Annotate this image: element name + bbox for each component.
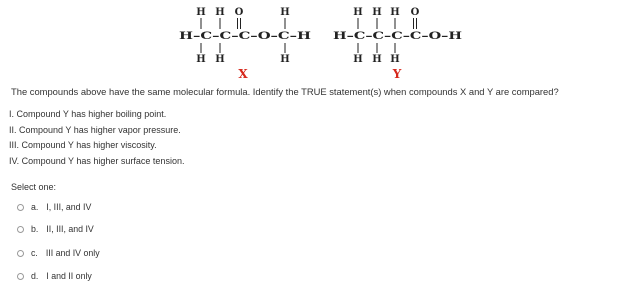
- y-top-h1: H: [353, 7, 363, 18]
- x-main-chain: H–C–C–C–O–C–H: [179, 31, 311, 42]
- option-a[interactable]: [17, 199, 91, 215]
- y-bottom-h2: H: [372, 54, 382, 65]
- question-text: The compounds above have the same molecular formula. Identify the TRUE statement(s) when compounds X and Y are compared?: [11, 86, 559, 97]
- option-c[interactable]: [17, 245, 100, 261]
- y-bottom-h3: H: [390, 54, 400, 65]
- compound-y-structure: [333, 7, 462, 65]
- x-bottom-h3: H: [280, 54, 290, 65]
- y-top-h2: H: [372, 7, 382, 18]
- compound-y-label: Y: [392, 67, 402, 81]
- y-top-h3: H: [390, 7, 400, 18]
- select-one-label: Select one:: [11, 182, 57, 192]
- option-a-letter: a.: [31, 202, 39, 212]
- radio-b[interactable]: [17, 226, 24, 233]
- radio-d[interactable]: [17, 273, 24, 280]
- y-top-o: O: [410, 7, 420, 18]
- compound-x-label: X: [238, 67, 248, 81]
- option-d-letter: d.: [31, 271, 39, 281]
- option-b-letter: b.: [31, 224, 39, 234]
- option-d[interactable]: [17, 268, 92, 284]
- y-main-chain: H–C–C–C–C–O–H: [333, 31, 462, 42]
- option-c-letter: c.: [31, 248, 38, 258]
- x-top-h2: H: [215, 7, 225, 18]
- x-bottom-h2: H: [215, 54, 225, 65]
- statement-list: [9, 107, 184, 169]
- x-bottom-h1: H: [196, 54, 206, 65]
- compound-x-structure: [179, 7, 311, 65]
- radio-c[interactable]: [17, 250, 24, 257]
- x-top-o: O: [234, 7, 244, 18]
- statement-3: III. Compound Y has higher viscosity.: [9, 140, 157, 150]
- statement-2: II. Compound Y has higher vapor pressure.: [9, 124, 181, 135]
- option-d-text[interactable]: I and II only: [46, 271, 92, 281]
- y-bottom-h1: H: [353, 54, 363, 65]
- statement-1: I. Compound Y has higher boiling point.: [9, 109, 167, 119]
- option-a-text[interactable]: I, III, and IV: [46, 202, 92, 212]
- radio-a[interactable]: [17, 204, 24, 211]
- chemical-structures: [0, 0, 624, 82]
- option-b-text[interactable]: II, III, and IV: [46, 224, 94, 234]
- option-c-text[interactable]: III and IV only: [45, 248, 100, 258]
- statement-4: IV. Compound Y has higher surface tension.: [9, 155, 185, 166]
- x-top-h1: H: [196, 7, 206, 18]
- option-b[interactable]: [17, 221, 94, 237]
- x-top-h3: H: [280, 7, 290, 18]
